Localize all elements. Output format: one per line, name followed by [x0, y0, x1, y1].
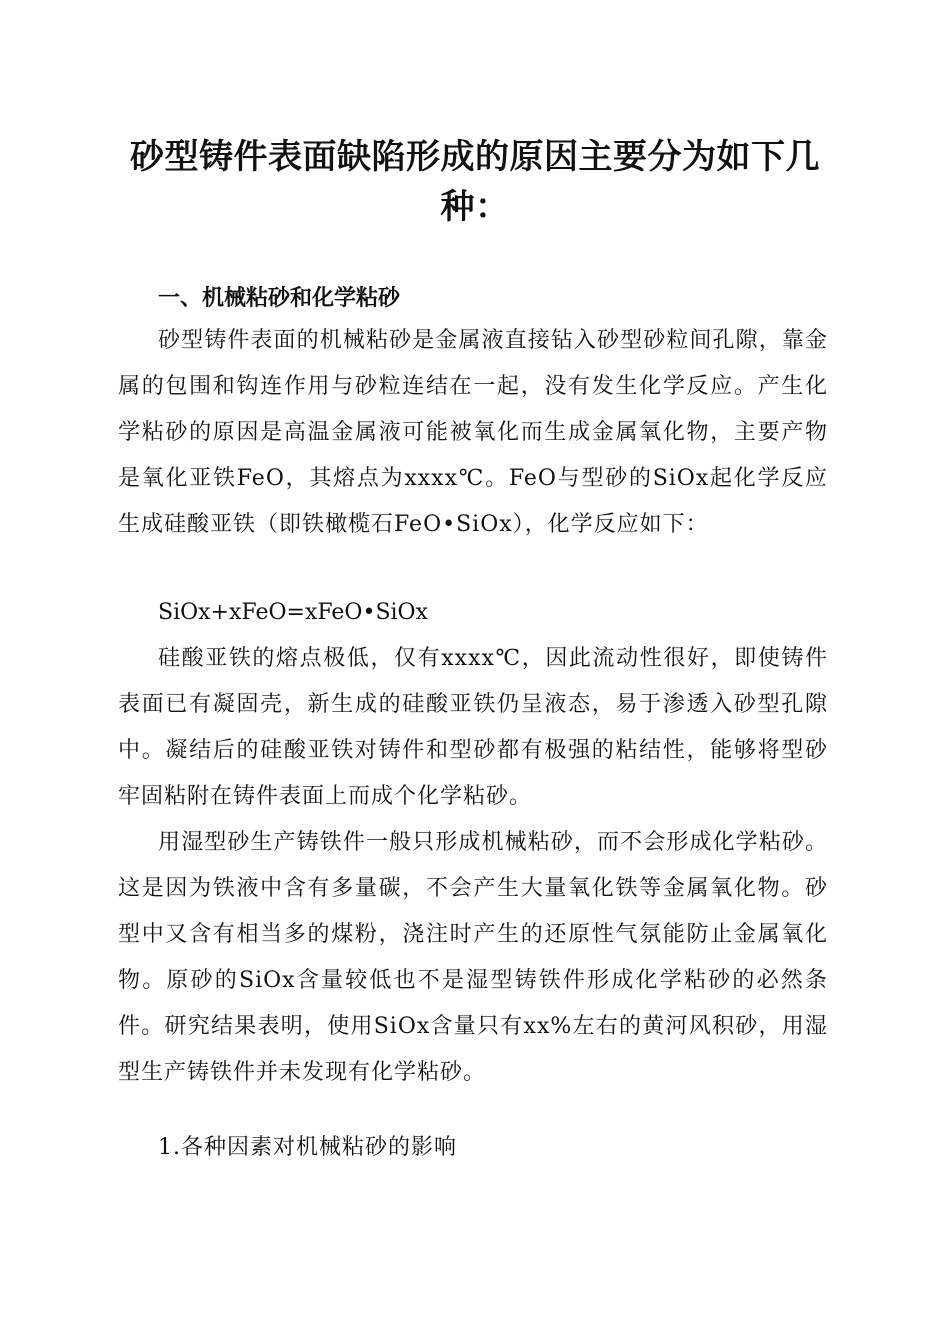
paragraph-mechanical-chemical-sand: 砂型铸件表面的机械粘砂是金属液直接钻入砂型砂粒间孔隙，靠金属的包围和钩连作用与砂粒连结在一起，没有发生化学反应。产生化学粘砂的原因是高温金属液可能被氧化而生成金属氧化物，主要产物是氧化亚铁FeO，其熔点为xxxx℃。FeO与型砂的SiOx起化学反应生成硅酸亚铁（即铁橄榄石FeO•SiOx），化学反应如下： [118, 328, 828, 537]
section-heading: 一、机械粘砂和化学粘砂 [158, 286, 401, 311]
paragraph-ferrous-silicate: 硅酸亚铁的熔点极低，仅有xxxx℃，因此流动性很好，即使铸件表面已有凝固壳，新生成的硅酸亚铁仍呈液态，易于渗透入砂型孔隙中。凝结后的硅酸亚铁对铸件和型砂都有极强的粘结性，能够将型砂牢固粘附在铸件表面上而成个化学粘砂。 [118, 646, 828, 809]
chemical-formula: SiOx+xFeO=xFeO•SiOx [158, 600, 428, 625]
paragraph-wet-sand-casting: 用湿型砂生产铸铁件一般只形成机械粘砂，而不会形成化学粘砂。这是因为铁液中含有多量碳，不会产生大量氧化铁等金属氧化物。砂型中又含有相当多的煤粉，浇注时产生的还原性气氛能防止金属氧化物。原砂的SiOx含量较低也不是湿型铸铁件形成化学粘砂的必然条件。研究结果表明，使用SiOx含量只有xx%左右的黄河风积砂，用湿型生产铸铁件并未发现有化学粘砂。 [118, 830, 828, 1085]
subsection-heading: 1.各种因素对机械粘砂的影响 [158, 1135, 457, 1160]
document-title: 砂型铸件表面缺陷形成的原因主要分为如下几种： [130, 137, 820, 227]
